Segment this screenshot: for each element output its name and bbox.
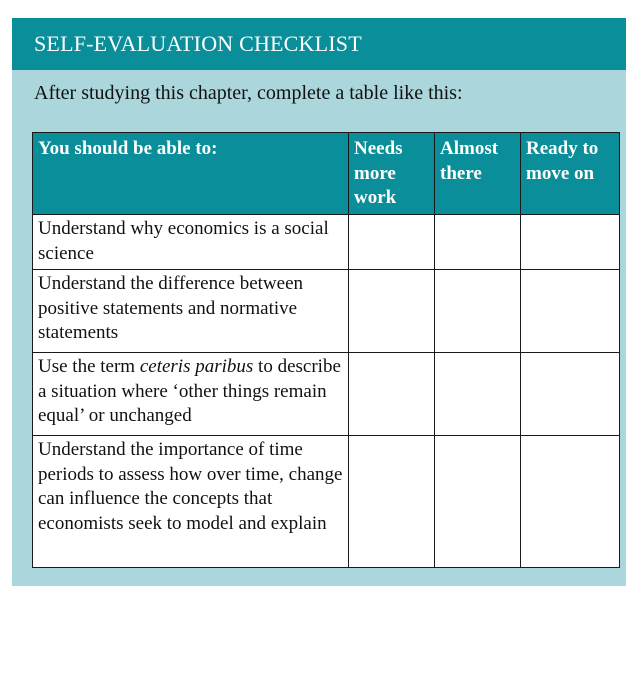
self-evaluation-table <box>32 132 620 568</box>
self-evaluation-panel <box>12 18 626 586</box>
skill-cell: Understand the difference between positive statements and normative statements <box>33 270 349 353</box>
intro-text: After studying this chapter, complete a table like this: <box>34 82 463 104</box>
table-row <box>33 353 620 436</box>
skill-cell: Understand the importance of time periods to assess how over time, change can influence the concepts that economists seek to model and explain <box>33 436 349 568</box>
skill-cell <box>33 353 349 436</box>
needs-more-work-cell[interactable] <box>349 270 435 353</box>
header-ready-to-move-on: Ready to move on <box>521 133 620 215</box>
needs-more-work-cell[interactable] <box>349 215 435 270</box>
table-row <box>33 215 620 270</box>
table-row <box>33 270 620 353</box>
header-almost-there: Almost there <box>435 133 521 215</box>
almost-there-cell[interactable] <box>435 270 521 353</box>
ready-to-move-on-cell[interactable] <box>521 436 620 568</box>
skill-text-before: Use the term <box>38 356 140 377</box>
panel-title: SELF-EVALUATION CHECKLIST <box>34 31 362 56</box>
header-needs-more-work: Needs more work <box>349 133 435 215</box>
almost-there-cell[interactable] <box>435 436 521 568</box>
ready-to-move-on-cell[interactable] <box>521 353 620 436</box>
needs-more-work-cell[interactable] <box>349 436 435 568</box>
table-header-row <box>33 133 620 215</box>
ready-to-move-on-cell[interactable] <box>521 215 620 270</box>
ceteris-paribus-term: ceteris paribus <box>139 356 254 377</box>
skill-text-after: to describe a situation where ‘other things remain equal’ or unchanged <box>38 356 341 426</box>
almost-there-cell[interactable] <box>435 353 521 436</box>
panel-header <box>12 18 626 70</box>
needs-more-work-cell[interactable] <box>349 353 435 436</box>
ready-to-move-on-cell[interactable] <box>521 270 620 353</box>
almost-there-cell[interactable] <box>435 215 521 270</box>
header-skill: You should be able to: <box>33 133 349 215</box>
skill-cell: Understand why economics is a social science <box>33 215 349 270</box>
table-row <box>33 436 620 568</box>
